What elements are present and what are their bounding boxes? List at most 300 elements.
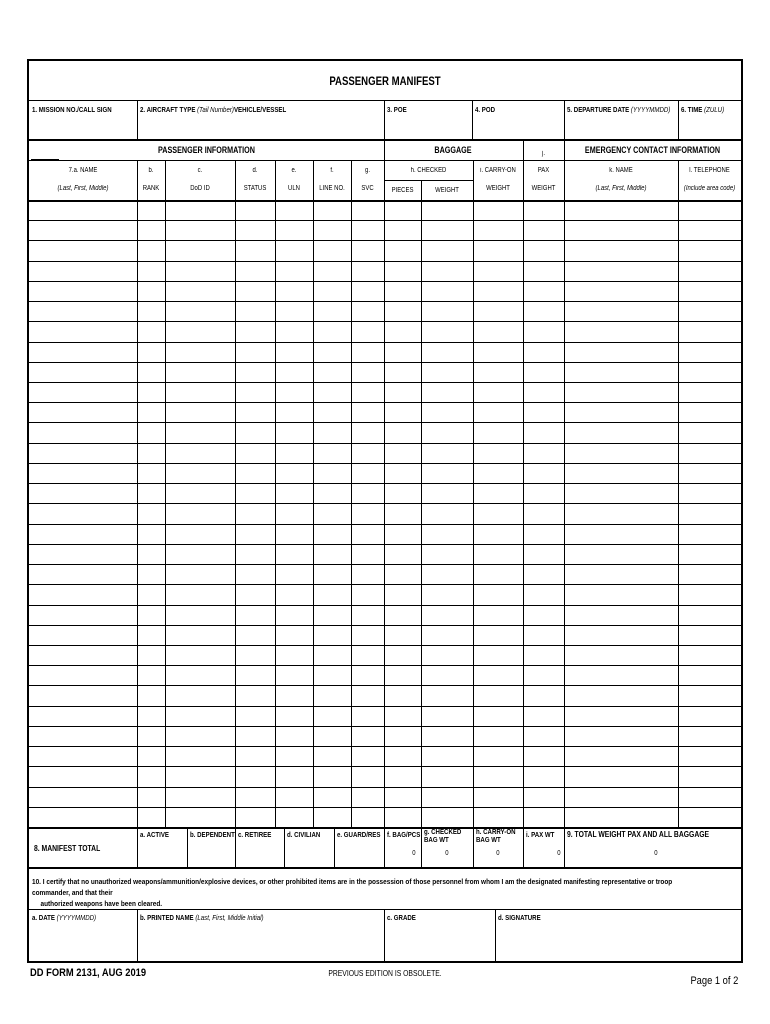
cell-ec-phone[interactable]	[679, 565, 741, 584]
cell-ec-name[interactable]	[565, 585, 678, 604]
cell-ec-name[interactable]	[565, 686, 678, 705]
cell-rank[interactable]	[138, 322, 165, 341]
cell-ec-name[interactable]	[565, 727, 678, 746]
cell-dodid[interactable]	[166, 322, 235, 341]
cell-dodid[interactable]	[166, 727, 235, 746]
cell-name[interactable]	[30, 322, 137, 341]
cell-svc[interactable]	[352, 525, 384, 544]
cell-status[interactable]	[236, 788, 275, 807]
cell-line-no[interactable]	[314, 444, 351, 463]
time-input[interactable]	[681, 119, 739, 135]
cell-pieces[interactable]	[385, 484, 421, 503]
cell-uln[interactable]	[276, 464, 313, 483]
cell-ec-phone[interactable]	[679, 707, 741, 726]
cell-dodid[interactable]	[166, 444, 235, 463]
cell-pieces[interactable]	[385, 504, 421, 523]
cell-pieces[interactable]	[385, 423, 421, 442]
cell-rank[interactable]	[138, 585, 165, 604]
cell-line-no[interactable]	[314, 221, 351, 240]
cell-ec-phone[interactable]	[679, 322, 741, 341]
cell-status[interactable]	[236, 403, 275, 422]
cert-printed-name-input[interactable]	[140, 929, 380, 955]
cell-ec-name[interactable]	[565, 646, 678, 665]
cell-carryon-weight[interactable]	[474, 444, 523, 463]
cell-checked-weight[interactable]	[422, 686, 473, 705]
cell-uln[interactable]	[276, 565, 313, 584]
cell-rank[interactable]	[138, 788, 165, 807]
cell-line-no[interactable]	[314, 322, 351, 341]
cell-ec-name[interactable]	[565, 767, 678, 786]
cell-status[interactable]	[236, 302, 275, 321]
cell-status[interactable]	[236, 282, 275, 301]
cell-ec-name[interactable]	[565, 666, 678, 685]
cell-rank[interactable]	[138, 727, 165, 746]
cell-pieces[interactable]	[385, 646, 421, 665]
cell-line-no[interactable]	[314, 646, 351, 665]
cell-name[interactable]	[30, 727, 137, 746]
cell-uln[interactable]	[276, 646, 313, 665]
cell-status[interactable]	[236, 565, 275, 584]
cell-line-no[interactable]	[314, 504, 351, 523]
cell-rank[interactable]	[138, 606, 165, 625]
cell-pieces[interactable]	[385, 747, 421, 766]
cell-status[interactable]	[236, 444, 275, 463]
cell-ec-name[interactable]	[565, 808, 678, 827]
pod-input[interactable]	[475, 119, 561, 135]
cell-ec-phone[interactable]	[679, 585, 741, 604]
cell-checked-weight[interactable]	[422, 302, 473, 321]
cell-ec-name[interactable]	[565, 302, 678, 321]
cell-pieces[interactable]	[385, 221, 421, 240]
cell-pax-weight[interactable]	[524, 444, 564, 463]
cell-rank[interactable]	[138, 504, 165, 523]
cell-ec-name[interactable]	[565, 545, 678, 564]
cell-dodid[interactable]	[166, 504, 235, 523]
cell-name[interactable]	[30, 241, 137, 260]
cell-checked-weight[interactable]	[422, 565, 473, 584]
cell-ec-phone[interactable]	[679, 747, 741, 766]
cell-carryon-weight[interactable]	[474, 646, 523, 665]
cell-name[interactable]	[30, 423, 137, 442]
cell-pax-weight[interactable]	[524, 363, 564, 382]
cell-pax-weight[interactable]	[524, 343, 564, 362]
cell-rank[interactable]	[138, 484, 165, 503]
cell-name[interactable]	[30, 686, 137, 705]
cell-status[interactable]	[236, 707, 275, 726]
cell-carryon-weight[interactable]	[474, 383, 523, 402]
cell-svc[interactable]	[352, 302, 384, 321]
cell-line-no[interactable]	[314, 403, 351, 422]
cell-pax-weight[interactable]	[524, 727, 564, 746]
cell-uln[interactable]	[276, 444, 313, 463]
cell-checked-weight[interactable]	[422, 201, 473, 220]
cell-svc[interactable]	[352, 343, 384, 362]
cell-ec-phone[interactable]	[679, 727, 741, 746]
cell-status[interactable]	[236, 545, 275, 564]
cell-pax-weight[interactable]	[524, 788, 564, 807]
cell-rank[interactable]	[138, 363, 165, 382]
cell-carryon-weight[interactable]	[474, 808, 523, 827]
cell-dodid[interactable]	[166, 686, 235, 705]
cell-line-no[interactable]	[314, 808, 351, 827]
cell-uln[interactable]	[276, 808, 313, 827]
cell-svc[interactable]	[352, 747, 384, 766]
cell-dodid[interactable]	[166, 423, 235, 442]
cell-line-no[interactable]	[314, 282, 351, 301]
cell-pax-weight[interactable]	[524, 525, 564, 544]
cell-svc[interactable]	[352, 241, 384, 260]
cell-uln[interactable]	[276, 363, 313, 382]
cell-pax-weight[interactable]	[524, 565, 564, 584]
cell-rank[interactable]	[138, 707, 165, 726]
cell-carryon-weight[interactable]	[474, 403, 523, 422]
cell-dodid[interactable]	[166, 343, 235, 362]
cell-svc[interactable]	[352, 707, 384, 726]
cell-dodid[interactable]	[166, 707, 235, 726]
cell-dodid[interactable]	[166, 484, 235, 503]
cell-dodid[interactable]	[166, 383, 235, 402]
cell-dodid[interactable]	[166, 808, 235, 827]
cell-rank[interactable]	[138, 221, 165, 240]
cell-svc[interactable]	[352, 585, 384, 604]
cell-carryon-weight[interactable]	[474, 545, 523, 564]
cell-carryon-weight[interactable]	[474, 525, 523, 544]
cell-rank[interactable]	[138, 525, 165, 544]
cell-rank[interactable]	[138, 666, 165, 685]
cell-pieces[interactable]	[385, 383, 421, 402]
cell-carryon-weight[interactable]	[474, 686, 523, 705]
cell-checked-weight[interactable]	[422, 262, 473, 281]
cell-checked-weight[interactable]	[422, 444, 473, 463]
cell-dodid[interactable]	[166, 241, 235, 260]
cell-carryon-weight[interactable]	[474, 606, 523, 625]
cell-carryon-weight[interactable]	[474, 585, 523, 604]
cell-ec-phone[interactable]	[679, 302, 741, 321]
cell-ec-phone[interactable]	[679, 241, 741, 260]
cell-line-no[interactable]	[314, 666, 351, 685]
cell-name[interactable]	[30, 444, 137, 463]
cell-name[interactable]	[30, 504, 137, 523]
cell-uln[interactable]	[276, 545, 313, 564]
cell-ec-name[interactable]	[565, 201, 678, 220]
cell-pieces[interactable]	[385, 241, 421, 260]
cell-svc[interactable]	[352, 686, 384, 705]
cell-name[interactable]	[30, 221, 137, 240]
cell-dodid[interactable]	[166, 646, 235, 665]
cell-checked-weight[interactable]	[422, 525, 473, 544]
cell-pax-weight[interactable]	[524, 767, 564, 786]
cell-name[interactable]	[30, 626, 137, 645]
cell-dodid[interactable]	[166, 302, 235, 321]
cell-ec-name[interactable]	[565, 626, 678, 645]
cell-pax-weight[interactable]	[524, 262, 564, 281]
cell-checked-weight[interactable]	[422, 606, 473, 625]
cell-line-no[interactable]	[314, 343, 351, 362]
cell-rank[interactable]	[138, 808, 165, 827]
cell-svc[interactable]	[352, 262, 384, 281]
cell-carryon-weight[interactable]	[474, 322, 523, 341]
cell-status[interactable]	[236, 201, 275, 220]
cell-line-no[interactable]	[314, 565, 351, 584]
cell-pieces[interactable]	[385, 686, 421, 705]
cell-dodid[interactable]	[166, 221, 235, 240]
cell-name[interactable]	[30, 343, 137, 362]
cell-pax-weight[interactable]	[524, 666, 564, 685]
cell-status[interactable]	[236, 808, 275, 827]
cell-dodid[interactable]	[166, 545, 235, 564]
cell-uln[interactable]	[276, 585, 313, 604]
cell-name[interactable]	[30, 707, 137, 726]
cell-pax-weight[interactable]	[524, 403, 564, 422]
cell-carryon-weight[interactable]	[474, 504, 523, 523]
cell-checked-weight[interactable]	[422, 707, 473, 726]
cell-uln[interactable]	[276, 383, 313, 402]
cell-line-no[interactable]	[314, 767, 351, 786]
cell-rank[interactable]	[138, 241, 165, 260]
cell-ec-phone[interactable]	[679, 423, 741, 442]
cell-pax-weight[interactable]	[524, 322, 564, 341]
cell-pieces[interactable]	[385, 606, 421, 625]
cell-uln[interactable]	[276, 606, 313, 625]
cell-name[interactable]	[30, 262, 137, 281]
cell-svc[interactable]	[352, 464, 384, 483]
cell-carryon-weight[interactable]	[474, 343, 523, 362]
cell-name[interactable]	[30, 788, 137, 807]
cell-pax-weight[interactable]	[524, 383, 564, 402]
cell-ec-phone[interactable]	[679, 221, 741, 240]
cell-status[interactable]	[236, 646, 275, 665]
cell-line-no[interactable]	[314, 262, 351, 281]
cell-ec-phone[interactable]	[679, 403, 741, 422]
cell-dodid[interactable]	[166, 282, 235, 301]
cell-status[interactable]	[236, 383, 275, 402]
cell-uln[interactable]	[276, 241, 313, 260]
cell-ec-name[interactable]	[565, 606, 678, 625]
cell-status[interactable]	[236, 423, 275, 442]
cell-svc[interactable]	[352, 666, 384, 685]
cell-ec-phone[interactable]	[679, 262, 741, 281]
cert-signature-field[interactable]	[498, 929, 738, 955]
cell-svc[interactable]	[352, 565, 384, 584]
cell-ec-phone[interactable]	[679, 343, 741, 362]
cell-pieces[interactable]	[385, 262, 421, 281]
cell-name[interactable]	[30, 767, 137, 786]
cell-name[interactable]	[30, 484, 137, 503]
cell-uln[interactable]	[276, 686, 313, 705]
cell-pax-weight[interactable]	[524, 808, 564, 827]
cell-checked-weight[interactable]	[422, 545, 473, 564]
cell-svc[interactable]	[352, 788, 384, 807]
cell-checked-weight[interactable]	[422, 767, 473, 786]
cell-checked-weight[interactable]	[422, 383, 473, 402]
cell-pax-weight[interactable]	[524, 282, 564, 301]
cell-uln[interactable]	[276, 302, 313, 321]
cell-pieces[interactable]	[385, 585, 421, 604]
cell-line-no[interactable]	[314, 626, 351, 645]
cell-ec-name[interactable]	[565, 343, 678, 362]
cell-checked-weight[interactable]	[422, 504, 473, 523]
departure-date-input[interactable]	[567, 119, 675, 135]
cell-svc[interactable]	[352, 363, 384, 382]
cell-pieces[interactable]	[385, 565, 421, 584]
cell-name[interactable]	[30, 363, 137, 382]
cell-dodid[interactable]	[166, 201, 235, 220]
cell-uln[interactable]	[276, 282, 313, 301]
cell-checked-weight[interactable]	[422, 464, 473, 483]
cell-ec-phone[interactable]	[679, 545, 741, 564]
cell-pieces[interactable]	[385, 545, 421, 564]
cell-svc[interactable]	[352, 201, 384, 220]
cell-checked-weight[interactable]	[422, 666, 473, 685]
cell-name[interactable]	[30, 464, 137, 483]
cell-ec-phone[interactable]	[679, 444, 741, 463]
cell-uln[interactable]	[276, 484, 313, 503]
cell-status[interactable]	[236, 686, 275, 705]
cell-name[interactable]	[30, 747, 137, 766]
cell-svc[interactable]	[352, 403, 384, 422]
cell-carryon-weight[interactable]	[474, 221, 523, 240]
cell-ec-name[interactable]	[565, 565, 678, 584]
cell-uln[interactable]	[276, 788, 313, 807]
cell-dodid[interactable]	[166, 788, 235, 807]
cell-line-no[interactable]	[314, 423, 351, 442]
cell-pieces[interactable]	[385, 302, 421, 321]
cell-pax-weight[interactable]	[524, 646, 564, 665]
cell-checked-weight[interactable]	[422, 221, 473, 240]
cell-uln[interactable]	[276, 322, 313, 341]
cell-ec-name[interactable]	[565, 464, 678, 483]
cell-rank[interactable]	[138, 565, 165, 584]
cell-ec-phone[interactable]	[679, 504, 741, 523]
poe-input[interactable]	[387, 119, 469, 135]
cell-rank[interactable]	[138, 626, 165, 645]
cell-line-no[interactable]	[314, 302, 351, 321]
cell-dodid[interactable]	[166, 525, 235, 544]
cell-pax-weight[interactable]	[524, 241, 564, 260]
cell-ec-phone[interactable]	[679, 201, 741, 220]
cell-carryon-weight[interactable]	[474, 302, 523, 321]
cell-svc[interactable]	[352, 767, 384, 786]
cell-rank[interactable]	[138, 262, 165, 281]
cell-rank[interactable]	[138, 423, 165, 442]
cell-carryon-weight[interactable]	[474, 565, 523, 584]
cell-carryon-weight[interactable]	[474, 707, 523, 726]
cell-svc[interactable]	[352, 606, 384, 625]
cell-pax-weight[interactable]	[524, 484, 564, 503]
cell-ec-phone[interactable]	[679, 363, 741, 382]
cell-pieces[interactable]	[385, 666, 421, 685]
cell-status[interactable]	[236, 727, 275, 746]
cell-line-no[interactable]	[314, 788, 351, 807]
cell-status[interactable]	[236, 343, 275, 362]
cell-carryon-weight[interactable]	[474, 727, 523, 746]
cell-pieces[interactable]	[385, 707, 421, 726]
cell-dodid[interactable]	[166, 666, 235, 685]
cell-ec-name[interactable]	[565, 221, 678, 240]
cell-pieces[interactable]	[385, 444, 421, 463]
cell-status[interactable]	[236, 504, 275, 523]
cell-rank[interactable]	[138, 201, 165, 220]
cell-ec-phone[interactable]	[679, 484, 741, 503]
cell-ec-name[interactable]	[565, 484, 678, 503]
cell-svc[interactable]	[352, 484, 384, 503]
cell-pieces[interactable]	[385, 626, 421, 645]
cell-rank[interactable]	[138, 747, 165, 766]
cell-checked-weight[interactable]	[422, 626, 473, 645]
cell-status[interactable]	[236, 241, 275, 260]
cell-checked-weight[interactable]	[422, 241, 473, 260]
cell-status[interactable]	[236, 767, 275, 786]
cell-pieces[interactable]	[385, 525, 421, 544]
cell-uln[interactable]	[276, 504, 313, 523]
cell-line-no[interactable]	[314, 707, 351, 726]
cell-line-no[interactable]	[314, 383, 351, 402]
cell-carryon-weight[interactable]	[474, 363, 523, 382]
cell-checked-weight[interactable]	[422, 646, 473, 665]
cell-svc[interactable]	[352, 626, 384, 645]
cell-status[interactable]	[236, 525, 275, 544]
cell-status[interactable]	[236, 363, 275, 382]
cell-carryon-weight[interactable]	[474, 201, 523, 220]
cell-rank[interactable]	[138, 343, 165, 362]
cell-carryon-weight[interactable]	[474, 423, 523, 442]
cell-line-no[interactable]	[314, 464, 351, 483]
cell-ec-phone[interactable]	[679, 808, 741, 827]
cell-line-no[interactable]	[314, 241, 351, 260]
cell-line-no[interactable]	[314, 525, 351, 544]
cell-ec-phone[interactable]	[679, 525, 741, 544]
cell-pieces[interactable]	[385, 767, 421, 786]
cell-carryon-weight[interactable]	[474, 241, 523, 260]
cell-checked-weight[interactable]	[422, 322, 473, 341]
cell-dodid[interactable]	[166, 262, 235, 281]
cell-uln[interactable]	[276, 201, 313, 220]
cell-checked-weight[interactable]	[422, 282, 473, 301]
cell-carryon-weight[interactable]	[474, 282, 523, 301]
cell-name[interactable]	[30, 808, 137, 827]
cell-status[interactable]	[236, 747, 275, 766]
cell-dodid[interactable]	[166, 403, 235, 422]
cell-carryon-weight[interactable]	[474, 788, 523, 807]
cell-checked-weight[interactable]	[422, 423, 473, 442]
cell-svc[interactable]	[352, 504, 384, 523]
cell-line-no[interactable]	[314, 363, 351, 382]
cell-ec-name[interactable]	[565, 423, 678, 442]
cell-dodid[interactable]	[166, 464, 235, 483]
cell-line-no[interactable]	[314, 747, 351, 766]
cell-name[interactable]	[30, 383, 137, 402]
cell-rank[interactable]	[138, 545, 165, 564]
cell-line-no[interactable]	[314, 484, 351, 503]
cell-ec-name[interactable]	[565, 747, 678, 766]
cell-svc[interactable]	[352, 423, 384, 442]
cell-pax-weight[interactable]	[524, 626, 564, 645]
cell-name[interactable]	[30, 545, 137, 564]
cert-grade-input[interactable]	[387, 929, 491, 955]
cell-checked-weight[interactable]	[422, 343, 473, 362]
cell-line-no[interactable]	[314, 686, 351, 705]
cell-pieces[interactable]	[385, 788, 421, 807]
cell-uln[interactable]	[276, 525, 313, 544]
cell-status[interactable]	[236, 464, 275, 483]
cell-rank[interactable]	[138, 646, 165, 665]
cell-checked-weight[interactable]	[422, 788, 473, 807]
cell-uln[interactable]	[276, 262, 313, 281]
cell-svc[interactable]	[352, 808, 384, 827]
aircraft-input[interactable]	[140, 119, 380, 135]
cell-pax-weight[interactable]	[524, 504, 564, 523]
cell-checked-weight[interactable]	[422, 727, 473, 746]
